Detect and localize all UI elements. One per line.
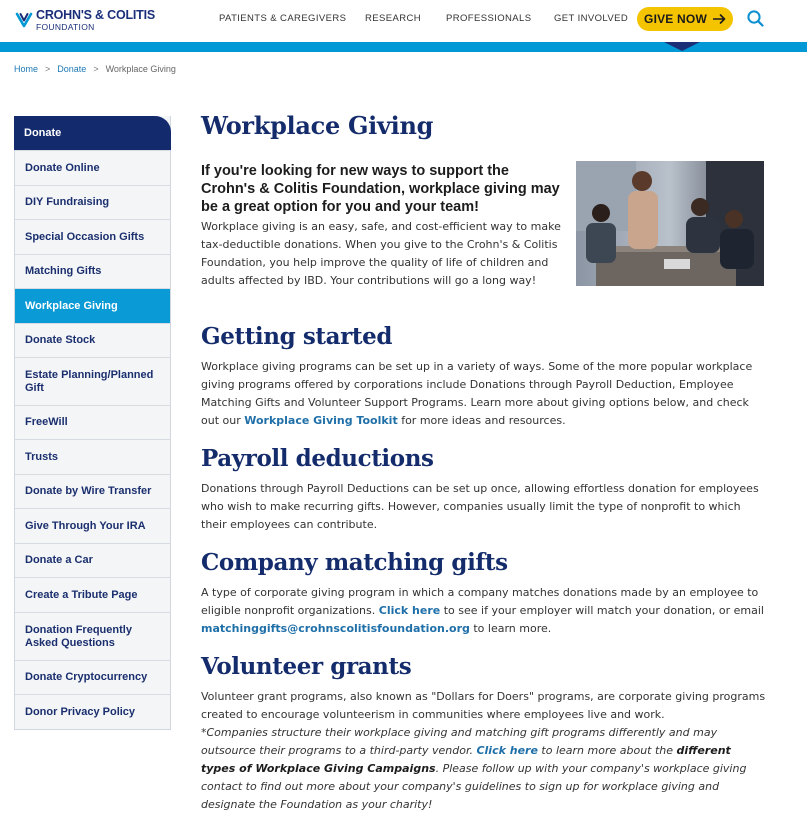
sidebar-nav [14,116,171,730]
logo[interactable] [14,8,155,32]
give-now-label: GIVE NOW [644,12,707,26]
volunteer-note-body: *Companies structure their workplace giving and matching gift programs differently and may outsource their programs to a third-party vendor. [201,726,718,757]
search-icon[interactable] [746,9,766,29]
header-accent-notch [664,42,700,51]
breadcrumb-home[interactable]: Home [14,64,39,74]
sidebar-item-diy-fundraising[interactable]: DIY Fundraising [15,185,170,219]
sidebar-item-donate-stock[interactable]: Donate Stock [15,323,170,357]
logo-mark-icon [14,10,34,30]
nav-research[interactable]: RESEARCH [365,13,421,24]
sidebar-item-freewill[interactable]: FreeWill [15,405,170,439]
heading-payroll-deductions: Payroll deductions [201,445,434,472]
sidebar-item-special-occasion-gifts[interactable]: Special Occasion Gifts [15,219,170,254]
workplace-giving-toolkit-link[interactable]: Workplace Giving Toolkit [244,414,398,427]
sidebar-item-workplace-giving[interactable]: Workplace Giving [15,288,170,323]
sidebar-item-trusts[interactable]: Trusts [15,439,170,474]
sidebar-item-matching-gifts[interactable]: Matching Gifts [15,254,170,288]
matching-mid: to see if your employer will match your donation, or email [440,604,764,617]
heading-company-matching-gifts: Company matching gifts [201,549,508,576]
sidebar-item-estate-planning[interactable]: Estate Planning/Planned Gift [15,357,170,405]
site-header [0,0,807,42]
give-now-button[interactable] [637,7,733,31]
getting-started-text [201,358,766,430]
getting-started-body: Workplace giving programs can be set up in a variety of ways. Some of the more popular workplace giving programs offered by corporations include Donations through Payroll Deduction, Employee Matching Gifts and Volunteer Support Programs. Learn more about giving options below, and check out our [201,360,753,427]
nav-professionals[interactable]: PROFESSIONALS [446,13,532,24]
sidebar-title[interactable]: Donate [14,116,171,150]
breadcrumb-donate[interactable]: Donate [57,64,87,74]
sidebar-item-tribute-page[interactable]: Create a Tribute Page [15,577,170,612]
matching-tail: to learn more. [469,622,552,635]
sidebar-item-donate-online[interactable]: Donate Online [15,150,170,185]
matching-gifts-email-link[interactable]: matchinggifts@crohnscolitisfoundation.org [201,622,470,635]
volunteer-note [201,726,746,811]
nav-patients-caregivers[interactable]: PATIENTS & CAREGIVERS [219,13,347,24]
volunteer-click-here-link[interactable]: Click here [476,744,538,757]
sidebar-item-wire-transfer[interactable]: Donate by Wire Transfer [15,474,170,508]
sidebar-item-donation-faq[interactable]: Donation Frequently Asked Questions [15,612,170,660]
volunteer-note-tail: . Please follow up with your company's workplace giving contact to find out more about your company's guidelines to sign up for workplace giving and designate the Foundation as your charity! [201,762,747,811]
page-title: Workplace Giving [201,111,434,140]
sidebar-item-cryptocurrency[interactable]: Donate Cryptocurrency [15,660,170,694]
matching-text [201,584,766,638]
payroll-text: Donations through Payroll Deductions can be set up once, allowing effortless donation for employees who wish to make recurring gifts. However, companies usually limit the type of nonprofit to which their employees can contribute. [201,482,759,531]
breadcrumb-separator: > [93,64,99,74]
volunteer-body: Volunteer grant programs, also known as "Dollars for Doers" programs, are corporate giving programs created to encourage volunteerism in communities where employees live and work. [201,690,766,721]
intro-lead: If you're looking for new ways to support the Crohn's & Colitis Foundation, workplace giving may be a great option for you and your team! [201,163,560,215]
sidebar-item-donate-car[interactable]: Donate a Car [15,543,170,577]
matching-click-here-link[interactable]: Click here [378,604,441,617]
sidebar-item-ira[interactable]: Give Through Your IRA [15,508,170,543]
arrow-right-icon [713,12,726,27]
breadcrumb-current: Workplace Giving [105,64,176,74]
sidebar-item-donor-privacy[interactable]: Donor Privacy Policy [15,694,170,729]
breadcrumb [14,64,176,74]
matching-body: A type of corporate giving program in which a company matches donations made by an employee to eligible nonprofit organizations. [201,586,759,617]
getting-started-tail: for more ideas and resources. [397,414,566,427]
nav-get-involved[interactable]: GET INVOLVED [554,13,629,24]
workplace-team-photo [576,161,764,286]
logo-sub-text: FOUNDATION [36,21,95,32]
breadcrumb-separator: > [45,64,51,74]
intro-body: Workplace giving is an easy, safe, and cost-efficient way to make tax-deductible donations. When you give to the Crohn's & Colitis Foundation, you help improve the quality of life of children and adults affected by IBD. Your contributions will go a long way! [201,220,561,287]
volunteer-text [201,688,766,814]
heading-getting-started: Getting started [201,323,393,350]
volunteer-note-mid: to learn more about the [537,744,677,757]
campaign-types-emphasis: different types of Workplace Giving Campaigns [201,744,731,775]
heading-volunteer-grants: Volunteer grants [201,653,412,680]
logo-main-text: CROHN'S & COLITIS [36,8,156,22]
